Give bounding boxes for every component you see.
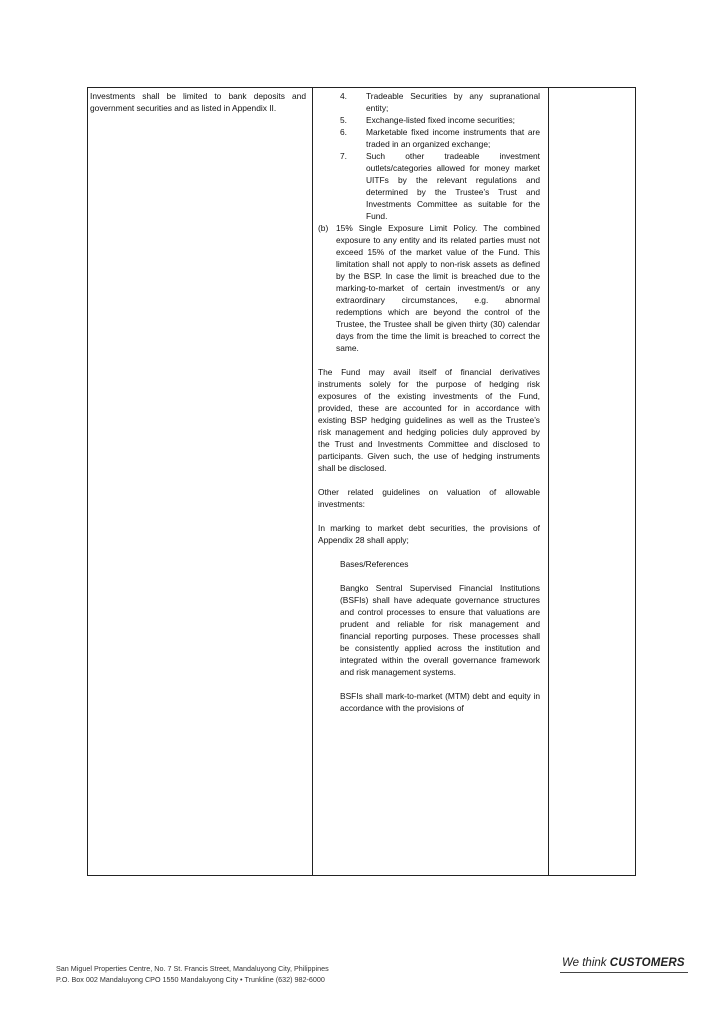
list-number: 5. — [340, 115, 347, 125]
list-text: Such other tradeable investment outlets/categories allowed for money market UITFs by the relevant regulations and determined by the Trustee’s Trust and Investments Committee as suitable for the Fund. — [366, 151, 540, 221]
address-line: San Miguel Properties Centre, No. 7 St. Francis Street, Mandaluyong City, Philippines — [56, 964, 329, 973]
list-item — [336, 150, 540, 222]
list-number: 6. — [340, 127, 347, 137]
content-table — [87, 87, 636, 876]
list-text: Tradeable Securities by any supranational entity; — [366, 91, 540, 113]
slogan-bold: CUSTOMERS — [609, 957, 685, 969]
middle-column — [318, 90, 540, 714]
item-letter: (b) — [318, 223, 329, 233]
footer-address — [56, 963, 329, 985]
marking-to-market-paragraph: In marking to market debt securities, the provisions of Appendix 28 shall apply; — [318, 523, 540, 545]
investment-limit-text: Investments shall be limited to bank deposits and government securities and as listed in Appendix II. — [90, 91, 306, 113]
valuation-guidelines-paragraph: Other related guidelines on valuation of allowable investments: — [318, 487, 540, 509]
slogan-underline — [560, 972, 688, 973]
bsfi-governance-paragraph: Bangko Sentral Supervised Financial Institutions (BSFIs) shall have adequate governance structures and control processes to ensure that valuations are prudent and reliable for risk management and financial reporting purposes. These processes shall be consistently applied across the institution and integrated within the overall governance framework and risk management systems. — [340, 583, 540, 677]
list-number: 4. — [340, 91, 347, 101]
column-divider — [312, 88, 313, 875]
list-text: Marketable fixed income instruments that are traded in an organized exchange; — [366, 127, 540, 149]
list-item — [336, 126, 540, 150]
slogan-logo — [562, 957, 685, 969]
slogan-prefix: We think — [562, 957, 607, 969]
address-line: P.O. Box 002 Mandaluyong CPO 1550 Mandaluyong City • Trunkline (632) 982-6000 — [56, 975, 325, 984]
list-number: 7. — [340, 151, 347, 161]
exposure-limit-item — [318, 222, 540, 354]
mtm-paragraph: BSFIs shall mark-to-market (MTM) debt and equity in accordance with the provisions of — [340, 691, 540, 713]
left-column — [90, 90, 306, 114]
derivatives-paragraph: The Fund may avail itself of financial derivatives instruments solely for the purpose of hedging risk exposures of the existing investments of the Fund, provided, these are accounted for in accordance with existing BSP hedging guidelines as well as the Trustee’s risk management and hedging policies duly approved by the Trust and Investments Committee and disclosed to participants. Given such, the use of hedging instruments shall be disclosed. — [318, 367, 540, 473]
list-text: Exchange-listed fixed income securities; — [366, 115, 515, 125]
exposure-limit-text: 15% Single Exposure Limit Policy. The combined exposure to any entity and its related parties must not exceed 15% of the market value of the Fund. This limitation shall not apply to non-risk assets as defined by the BSP. In case the limit is breached due to the marking-to-market of certain investment/s or any extraordinary circumstances, e.g. abnormal redemptions which are beyond the control of the Trustee, the Trustee shall be given thirty (30) calendar days from the time the limit is breached to correct the same. — [336, 223, 540, 353]
bases-references-heading: Bases/References — [340, 559, 409, 569]
list-item — [336, 114, 540, 126]
numbered-list — [318, 90, 540, 222]
column-divider — [548, 88, 549, 875]
list-item — [336, 90, 540, 114]
